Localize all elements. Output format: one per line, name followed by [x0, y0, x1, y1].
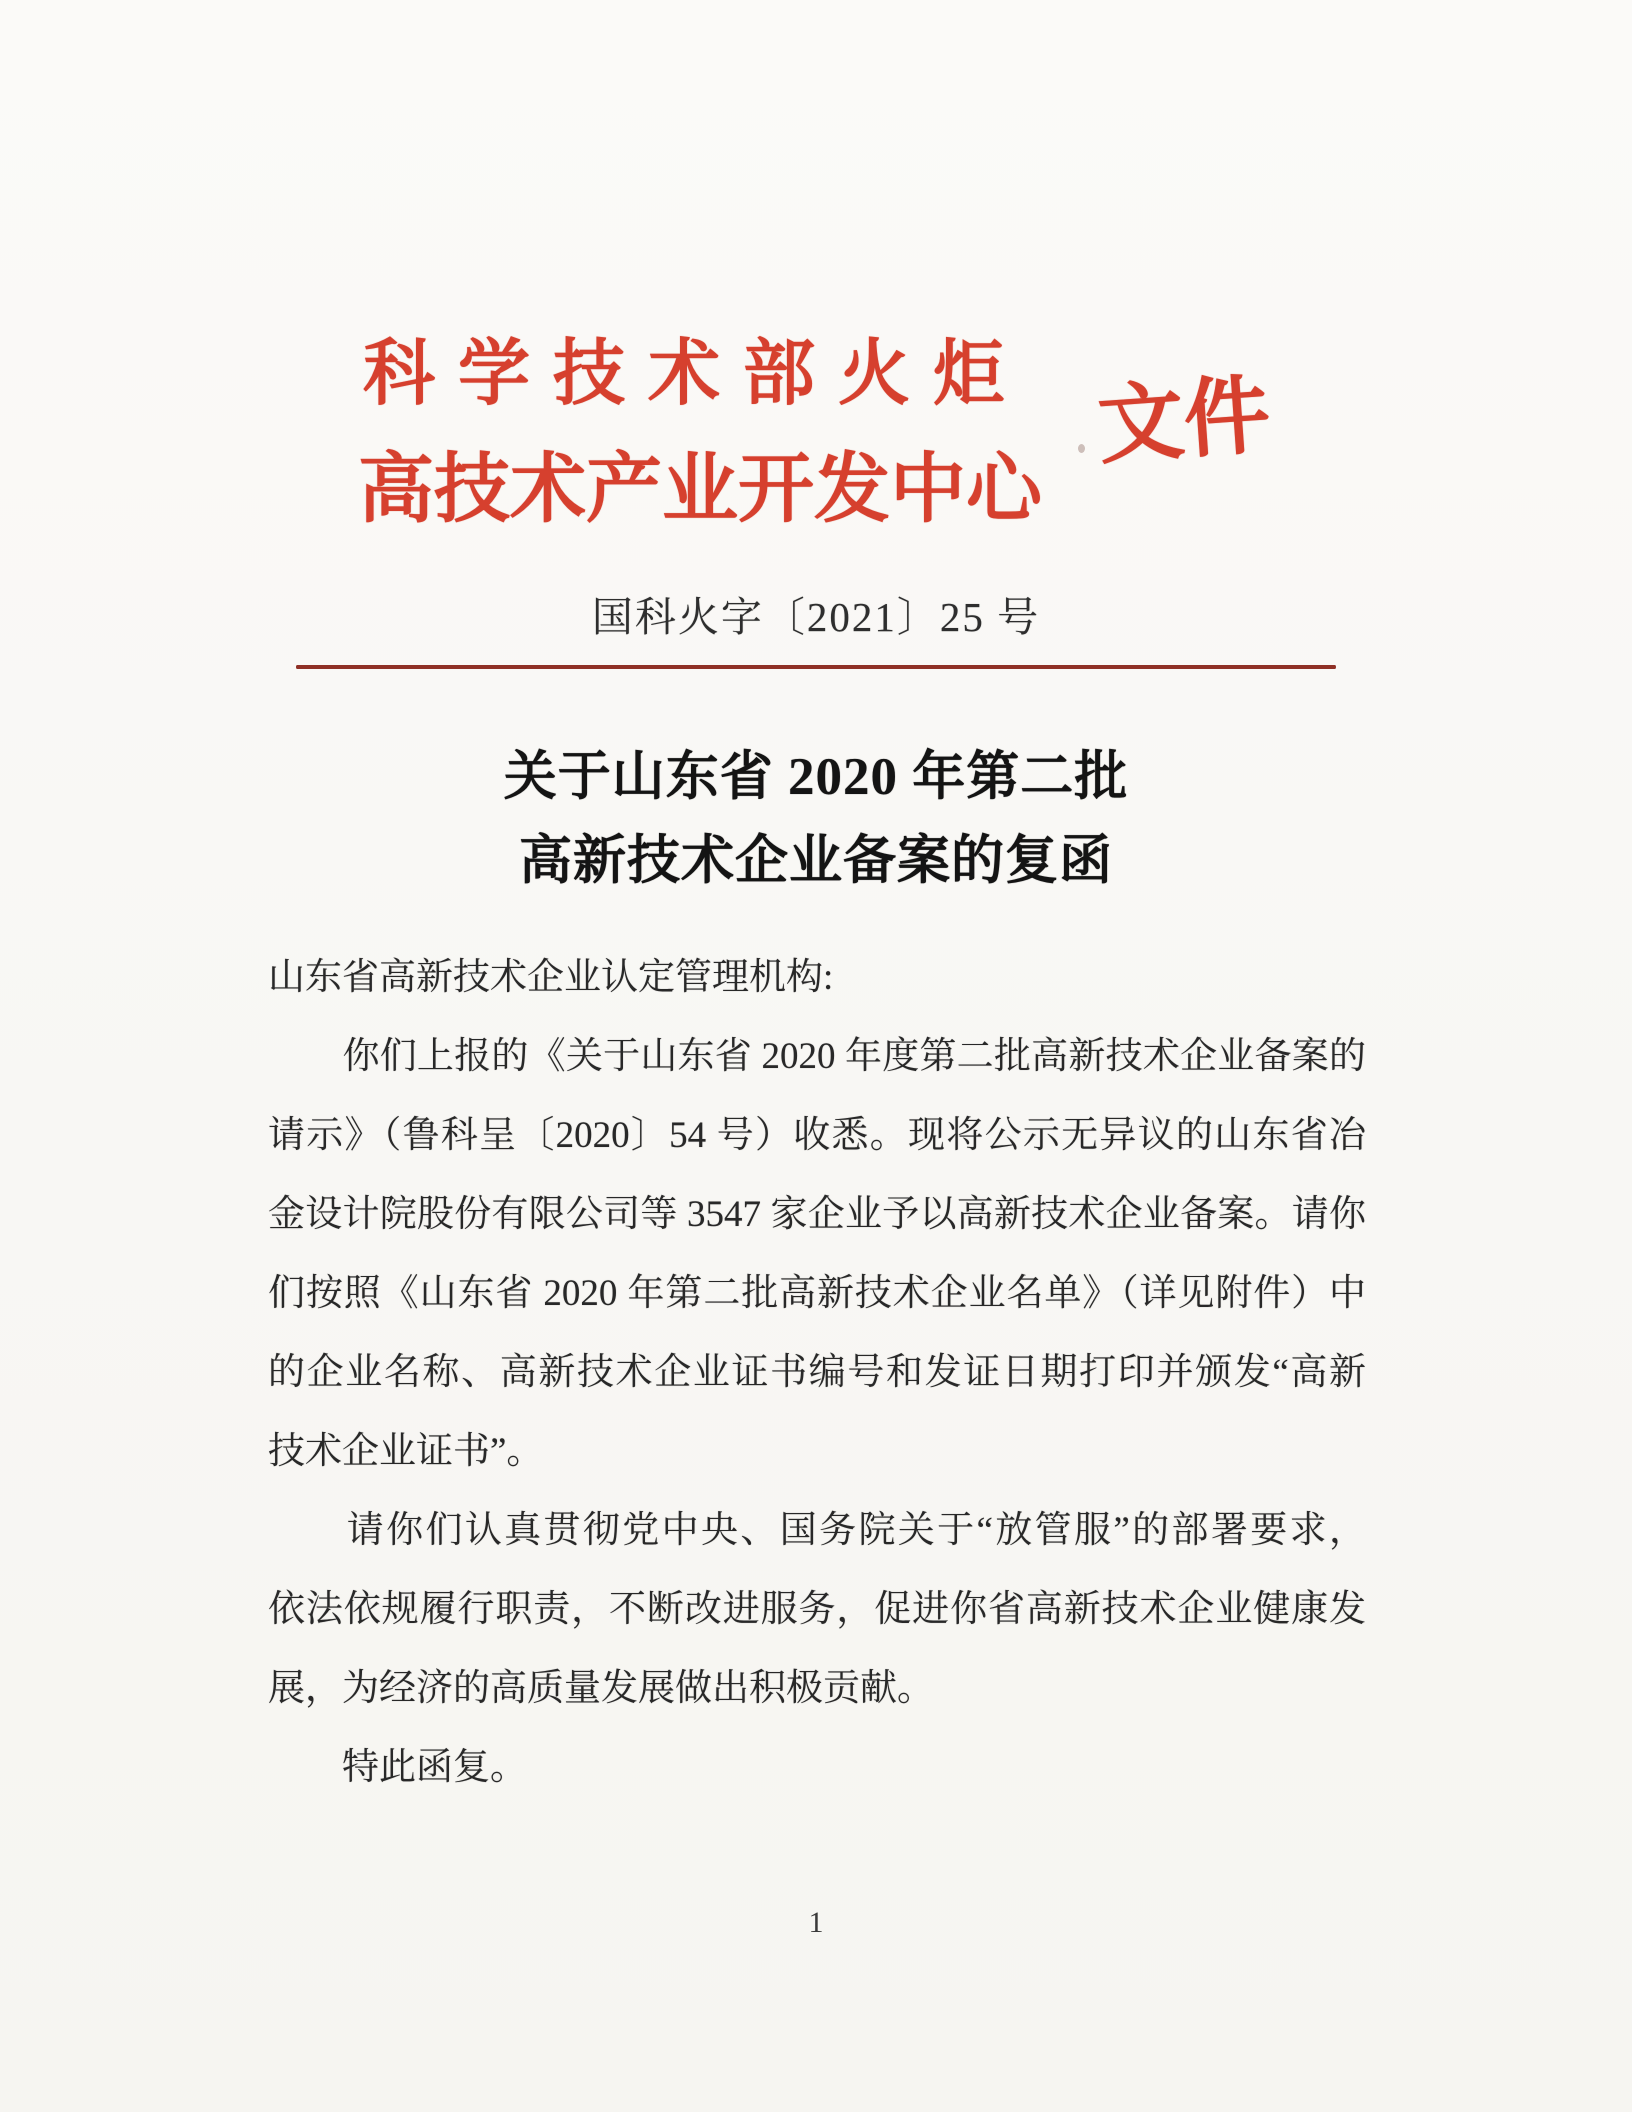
- document-body: [268, 938, 1366, 1807]
- body-line: 依法依规履行职责，不断改进服务，促进你省高新技术企业健康发: [268, 1589, 1366, 1630]
- body-line: 技术企业证书”。: [268, 1431, 544, 1472]
- page-number: 1: [808, 1906, 824, 1939]
- document-title: [0, 735, 1632, 903]
- salutation-line: 山东省高新技术企业认定管理机构:: [268, 957, 834, 998]
- title-line-1: 关于山东省 2020 年第二批: [503, 748, 1129, 806]
- body-line: 的企业名称、高新技术企业证书编号和发证日期打印并颁发“高新: [268, 1352, 1366, 1393]
- doc-number: 国科火字〔2021〕25 号: [591, 594, 1041, 640]
- title-line-2: 高新技术企业备案的复函: [519, 832, 1113, 890]
- closing-line: 特此函复。: [268, 1747, 527, 1788]
- issuer-name-line-1: 科学技术部火炬: [363, 334, 1029, 414]
- body-line: 你们上报的《关于山东省 2020 年度第二批高新技术企业备案的: [268, 1036, 1366, 1077]
- scan-speck: [1078, 444, 1085, 453]
- red-separator-line: [296, 665, 1336, 669]
- body-line: 请示》（鲁科呈〔2020〕54 号）收悉。现将公示无异议的山东省冶: [268, 1115, 1366, 1156]
- issuer-name-line-2: 高技术产业开发中心: [358, 448, 1042, 532]
- body-line: 金设计院股份有限公司等 3547 家企业予以高新技术企业备案。请你: [268, 1194, 1366, 1235]
- body-line: 请你们认真贯彻党中央、国务院关于“放管服”的部署要求，: [268, 1510, 1366, 1551]
- body-line: 展，为经济的高质量发展做出积极贡献。: [268, 1668, 934, 1709]
- doc-type-label: 文件: [1094, 367, 1274, 475]
- body-line: 们按照《山东省 2020 年第二批高新技术企业名单》（详见附件）中: [268, 1273, 1366, 1314]
